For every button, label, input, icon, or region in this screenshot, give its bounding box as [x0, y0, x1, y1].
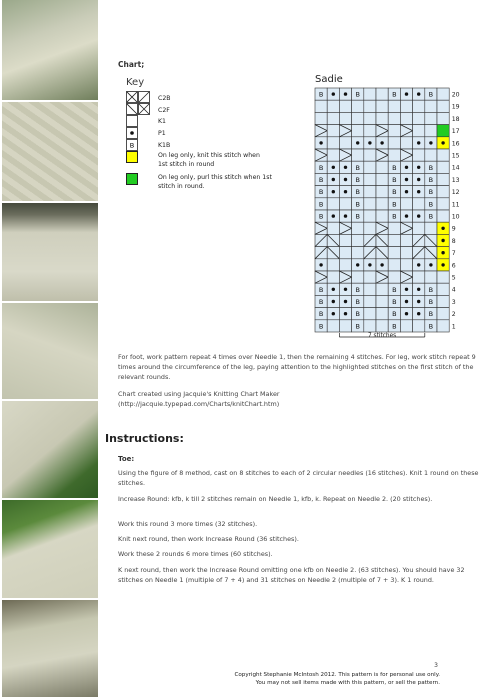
chart-cell-purl — [441, 141, 444, 144]
chart-cell — [364, 308, 376, 320]
chart-cell — [400, 222, 412, 234]
chart-cell-purl — [441, 239, 444, 242]
chart-cell-b: B — [428, 285, 434, 294]
row-number: 7 — [451, 250, 456, 258]
chart-cell-b: B — [318, 188, 324, 197]
sadie-title: Sadie — [315, 74, 343, 85]
stitches-label: 7 stitches — [368, 333, 397, 339]
key-label: K1B — [158, 142, 171, 149]
chart-cell — [339, 271, 351, 283]
chart-cell-purl — [344, 92, 347, 95]
chart-cell — [413, 149, 425, 161]
chart-cell — [352, 112, 364, 124]
toe-paragraph-5: Work these 2 rounds 6 more times (60 stitches). — [118, 550, 273, 558]
copyright-line-2: You may not sell items made with this pattern, or sell the pattern. — [255, 680, 440, 686]
chart-cell-purl — [417, 214, 420, 217]
chart-cell-purl — [344, 214, 347, 217]
sock-photo-2 — [2, 102, 98, 203]
chart-cell-purl — [405, 166, 408, 169]
chart-cell — [413, 271, 425, 283]
chart-cell-b: B — [318, 176, 324, 184]
chart-cell-purl — [417, 263, 420, 266]
chart-cell — [400, 271, 412, 283]
c2b-cable-icon — [126, 91, 138, 103]
chart-cell — [339, 222, 351, 234]
row-number: 16 — [451, 140, 460, 148]
chart-cell — [400, 234, 412, 246]
chart-cell-purl — [332, 288, 335, 291]
key-label: K1 — [158, 118, 166, 125]
chart-cell-purl — [441, 251, 444, 254]
row-number: 5 — [451, 274, 456, 282]
chart-cell-purl — [405, 312, 408, 315]
chart-cell — [388, 259, 400, 271]
chart-cell — [376, 149, 388, 161]
chart-cell — [388, 222, 400, 234]
chart-cell — [388, 247, 400, 259]
chart-cell — [388, 234, 400, 246]
row-number: 12 — [451, 189, 460, 197]
chart-cell — [413, 198, 425, 210]
sock-photo-4 — [2, 303, 98, 401]
key-row-k1b — [126, 139, 306, 151]
chart-cell — [437, 283, 449, 295]
chart-cell — [352, 100, 364, 112]
chart-cell — [376, 320, 388, 332]
chart-cell — [400, 259, 412, 271]
chart-cell — [352, 149, 364, 161]
knit-blank-icon — [126, 115, 138, 127]
chart-cell-purl — [332, 300, 335, 303]
sock-photo-1 — [2, 0, 98, 102]
chart-cell-b: B — [355, 163, 360, 172]
chart-cell-purl — [405, 190, 408, 193]
row-number: 15 — [451, 152, 460, 160]
chart-cell — [364, 125, 376, 137]
chart-cell-purl — [332, 166, 335, 169]
chart-cell-purl — [319, 141, 322, 144]
chart-cell — [352, 271, 364, 283]
chart-cell-b: B — [318, 285, 324, 294]
row-number: 6 — [451, 262, 456, 270]
chart-cell — [364, 198, 376, 210]
chart-cell-purl — [344, 288, 347, 291]
chart-cell — [327, 320, 339, 332]
chart-cell — [352, 234, 364, 246]
chart-cell — [437, 295, 449, 307]
chart-cell — [376, 283, 388, 295]
chart-cell — [315, 100, 327, 112]
chart-cell-b: B — [355, 188, 360, 197]
row-number: 4 — [451, 286, 456, 294]
chart-cell-b: B — [355, 212, 360, 221]
chart-cell — [364, 112, 376, 124]
chart-cell — [364, 149, 376, 161]
chart-cell-purl — [405, 178, 408, 181]
chart-cell — [327, 137, 339, 149]
chart-cell-b: B — [355, 298, 360, 306]
key-label: C2B — [158, 95, 171, 102]
chart-cell-purl — [417, 178, 420, 181]
chart-cell — [339, 247, 351, 259]
chart-cell-purl — [417, 141, 420, 144]
chart-cell — [327, 271, 339, 283]
key-label-2: stitch in round. — [158, 183, 205, 190]
chart-cell-b: B — [392, 188, 397, 197]
chart-cell-b: B — [318, 212, 324, 221]
chart-cell-b: B — [428, 200, 434, 209]
chart-cell-b: B — [355, 310, 360, 319]
toe-paragraph-3: Work this round 3 more times (32 stitches). — [118, 520, 258, 528]
chart-cell — [352, 222, 364, 234]
chart-cell — [364, 320, 376, 332]
key-label-2: 1st stitch in round — [158, 161, 215, 168]
chart-cell — [364, 283, 376, 295]
chart-cell-b: B — [428, 322, 434, 331]
chart-cell — [364, 210, 376, 222]
chart-cell — [352, 247, 364, 259]
sadie-chart — [313, 74, 478, 348]
toe-heading: Toe: — [118, 455, 135, 463]
sock-photo-6 — [2, 500, 98, 600]
key-label: On leg only, knit this stitch when — [158, 152, 260, 159]
chart-cell — [437, 198, 449, 210]
row-number: 8 — [451, 237, 456, 245]
chart-cell-b: B — [392, 176, 397, 184]
chart-cell-purl — [344, 166, 347, 169]
chart-cell-purl — [417, 312, 420, 315]
ktbl-b-icon — [126, 139, 138, 151]
key-row-yellow — [126, 151, 306, 171]
chart-cell-purl — [380, 263, 383, 266]
chart-cell-b: B — [392, 298, 397, 306]
chart-cell-b: B — [392, 322, 397, 331]
chart-cell-purl — [356, 141, 359, 144]
chart-cell — [339, 198, 351, 210]
chart-cell — [315, 222, 327, 234]
chart-cell-purl — [441, 227, 444, 230]
chart-cell-purl — [368, 141, 371, 144]
chart-key — [118, 73, 308, 203]
chart-cell — [376, 186, 388, 198]
chart-cell-purl — [417, 190, 420, 193]
toe-paragraph-2: Increase Round: kfb, k till 2 stitches remain on Needle 1, kfb, k. Repeat on Needle 2. (20 stitches). — [118, 495, 433, 503]
chart-cell — [376, 295, 388, 307]
chart-cell — [400, 125, 412, 137]
chart-cell-purl — [344, 190, 347, 193]
row-number: 9 — [451, 225, 456, 233]
toe-paragraph-4: Knit next round, then work Increase Round (36 stitches). — [118, 535, 299, 543]
chart-cell — [413, 125, 425, 137]
sadie-grid — [313, 86, 478, 348]
chart-cell-purl — [417, 300, 420, 303]
chart-cell-purl — [405, 92, 408, 95]
row-number: 1 — [451, 323, 456, 331]
chart-cell-purl — [417, 166, 420, 169]
chart-cell-b: B — [318, 298, 324, 306]
chart-cell — [376, 210, 388, 222]
chart-cell — [376, 198, 388, 210]
chart-cell — [400, 112, 412, 124]
chart-cell — [400, 137, 412, 149]
chart-cell — [364, 100, 376, 112]
chart-cell — [413, 100, 425, 112]
chart-cell — [327, 259, 339, 271]
chart-cell — [437, 320, 449, 332]
chart-cell-b: B — [355, 322, 360, 331]
chart-cell — [327, 222, 339, 234]
chart-cell — [400, 198, 412, 210]
chart-cell — [339, 100, 351, 112]
sock-photo-7 — [2, 600, 98, 699]
chart-cell — [327, 125, 339, 137]
chart-cell — [327, 112, 339, 124]
chart-cell — [425, 100, 437, 112]
green-square-icon — [126, 173, 138, 185]
pattern-notes: For foot, work pattern repeat 4 times over Needle 1, then the remaining 4 stitches. For leg, work stitch repeat 9 times around the circumference of the leg, paying attention to the highlighted stitches on the first stitch of the relevant rounds. — [118, 353, 476, 381]
chart-cell-purl — [429, 141, 432, 144]
chart-cell — [437, 88, 449, 100]
chart-cell-purl — [332, 178, 335, 181]
toe-paragraph-1: Using the figure of 8 method, cast on 8 stitches to each of 2 circular needles (16 stitches). Knit 1 round on these stitches. — [118, 469, 479, 487]
chart-cell — [339, 112, 351, 124]
key-label: On leg only, purl this stitch when 1st — [158, 174, 272, 181]
chart-cell — [413, 112, 425, 124]
chart-cell — [327, 100, 339, 112]
chart-credit — [118, 389, 483, 409]
purl-dot-icon — [126, 127, 138, 139]
chart-cell — [352, 125, 364, 137]
chart-cell — [388, 125, 400, 137]
chart-cell — [339, 259, 351, 271]
key-label: C2F — [158, 107, 170, 114]
chart-cell — [437, 100, 449, 112]
key-row-c2f — [126, 103, 306, 115]
chart-cell — [315, 112, 327, 124]
chart-cell — [425, 271, 437, 283]
page-content — [105, 0, 490, 699]
chart-cell-purl — [356, 263, 359, 266]
chart-cell — [376, 100, 388, 112]
key-row-c2b — [126, 91, 306, 103]
chart-cell-b: B — [318, 90, 324, 99]
chart-cell — [376, 112, 388, 124]
chart-cell — [376, 161, 388, 173]
chart-cell — [388, 271, 400, 283]
chart-cell — [339, 137, 351, 149]
c2f-cable-icon — [126, 103, 138, 115]
chart-cell — [376, 271, 388, 283]
chart-cell — [315, 125, 327, 137]
chart-credit-link[interactable]: (http://jacquie.typepad.com/Charts/knitChart.htm) — [118, 400, 280, 408]
chart-cell — [388, 100, 400, 112]
chart-cell — [315, 149, 327, 161]
chart-cell-purl — [368, 263, 371, 266]
chart-cell-b: B — [392, 90, 397, 99]
instructions-heading: Instructions: — [105, 432, 184, 445]
yellow-square-icon — [126, 151, 138, 163]
chart-cell — [400, 149, 412, 161]
row-number: 13 — [451, 176, 460, 184]
chart-cell-b: B — [392, 310, 397, 319]
chart-cell — [437, 173, 449, 185]
row-number: 14 — [451, 164, 460, 172]
chart-cell-purl — [319, 263, 322, 266]
chart-cell — [327, 149, 339, 161]
chart-credit-line1: Chart created using Jacquie's Knitting Chart Maker — [118, 390, 280, 398]
svg-text:B: B — [129, 141, 135, 150]
chart-cell — [376, 125, 388, 137]
c2b-cable-icon-2 — [138, 91, 150, 103]
chart-cell — [400, 320, 412, 332]
chart-cell-b: B — [428, 298, 434, 306]
chart-cell-b: B — [392, 285, 397, 294]
chart-cell-b: B — [428, 188, 434, 197]
chart-cell — [364, 295, 376, 307]
row-number: 10 — [451, 213, 460, 221]
chart-cell-purl — [344, 312, 347, 315]
toe-paragraph-6: K next round, then work the Increase Round omitting one kfb on Needle 2. (63 stitches). You should have 32 stitches on Needle 1 (multiple of 7 + 4) and 31 stitches on Needle 2 (multiple of 7 + 3). K 1 round. — [118, 566, 465, 584]
row-number: 2 — [451, 311, 456, 319]
chart-cell-b: B — [318, 322, 324, 331]
row-number: 11 — [451, 201, 460, 209]
chart-cell — [400, 100, 412, 112]
chart-cell — [388, 149, 400, 161]
chart-cell — [364, 222, 376, 234]
chart-cell-b: B — [355, 90, 360, 99]
chart-cell-b: B — [392, 212, 397, 221]
row-number: 3 — [451, 298, 456, 306]
chart-cell-b: B — [318, 310, 324, 319]
chart-cell — [425, 112, 437, 124]
chart-cell-b: B — [428, 176, 434, 184]
chart-cell — [315, 271, 327, 283]
chart-cell-purl — [332, 214, 335, 217]
chart-cell-purl — [405, 300, 408, 303]
chart-cell — [425, 222, 437, 234]
row-number: 20 — [451, 91, 460, 99]
chart-cell-purl — [417, 288, 420, 291]
sock-photo-3 — [2, 203, 98, 303]
chart-cell — [364, 271, 376, 283]
chart-cell-purl — [417, 92, 420, 95]
chart-cell-purl — [332, 92, 335, 95]
chart-cell-purl — [405, 288, 408, 291]
chart-cell — [376, 88, 388, 100]
chart-cell — [364, 161, 376, 173]
chart-cell — [437, 308, 449, 320]
chart-cell — [339, 149, 351, 161]
chart-cell — [376, 173, 388, 185]
copyright — [234, 671, 440, 687]
chart-cell — [437, 149, 449, 161]
chart-cell-b: B — [318, 200, 324, 209]
chart-cell — [339, 234, 351, 246]
row-number: 19 — [451, 103, 460, 111]
chart-cell-b: B — [428, 212, 434, 221]
photo-strip — [0, 0, 100, 699]
chart-cell — [339, 320, 351, 332]
chart-cell — [437, 125, 449, 137]
chart-cell — [376, 308, 388, 320]
chart-cell-b: B — [355, 285, 360, 294]
chart-cell — [437, 186, 449, 198]
chart-cell-b: B — [392, 200, 397, 209]
chart-cell-purl — [405, 214, 408, 217]
chart-cell — [437, 161, 449, 173]
chart-cell-purl — [344, 300, 347, 303]
sock-photo-5 — [2, 401, 98, 500]
chart-cell-b: B — [428, 310, 434, 319]
chart-cell — [425, 125, 437, 137]
key-label: P1 — [158, 130, 166, 137]
row-number: 17 — [451, 128, 460, 136]
row-number: 18 — [451, 115, 460, 123]
chart-cell-purl — [380, 141, 383, 144]
chart-cell-b: B — [355, 176, 360, 184]
chart-heading: Chart; — [118, 60, 145, 69]
c2f-cable-icon-2 — [138, 103, 150, 115]
chart-cell-b: B — [392, 163, 397, 172]
key-row-green — [126, 173, 306, 193]
page-number: 3 — [434, 662, 438, 669]
chart-cell — [425, 149, 437, 161]
chart-cell-purl — [332, 190, 335, 193]
chart-cell-purl — [332, 312, 335, 315]
chart-cell — [437, 210, 449, 222]
chart-cell — [437, 112, 449, 124]
key-row-k1 — [126, 115, 306, 127]
chart-cell — [376, 222, 388, 234]
chart-cell-purl — [429, 263, 432, 266]
chart-cell — [413, 320, 425, 332]
chart-cell — [364, 88, 376, 100]
chart-cell-b: B — [355, 200, 360, 209]
chart-cell — [437, 271, 449, 283]
chart-cell — [400, 247, 412, 259]
chart-cell-b: B — [428, 163, 434, 172]
key-title: Key — [126, 77, 145, 88]
chart-cell — [388, 137, 400, 149]
chart-cell — [327, 198, 339, 210]
chart-cell — [364, 173, 376, 185]
chart-cell-b: B — [428, 90, 434, 99]
chart-cell — [339, 125, 351, 137]
chart-cell-purl — [344, 178, 347, 181]
chart-cell-purl — [441, 263, 444, 266]
chart-cell-b: B — [318, 163, 324, 172]
key-row-p1 — [126, 127, 306, 139]
copyright-line-1: Copyright Stephanie McIntosh 2012. This pattern is for personal use only. — [234, 672, 440, 678]
chart-cell — [413, 222, 425, 234]
chart-cell — [364, 186, 376, 198]
chart-cell — [388, 112, 400, 124]
